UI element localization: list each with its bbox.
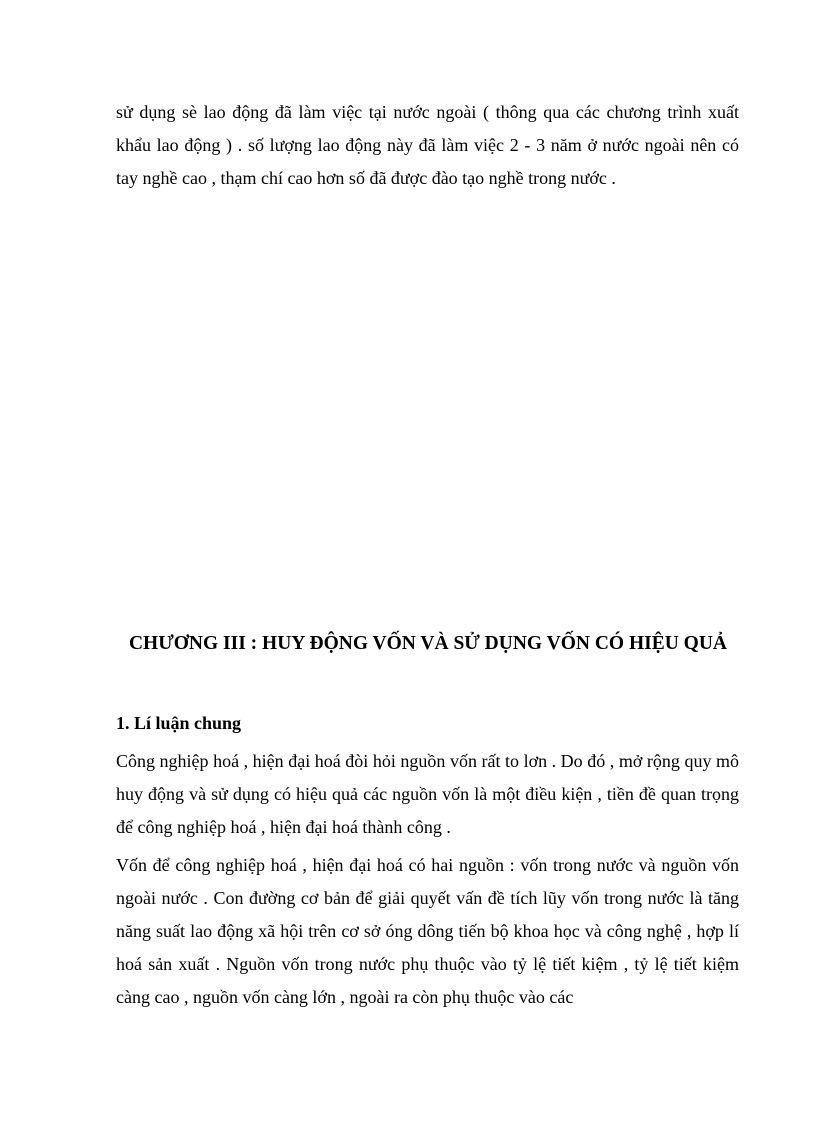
chapter-title: CHƯƠNG III : HUY ĐỘNG VỐN VÀ SỬ DỤNG VỐN CÓ HIỆU QUẢ — [128, 633, 728, 654]
paragraph-capital-sources: Vốn để công nghiệp hoá , hiện đại hoá có hai nguồn : vốn trong nước và nguồn vốn ngoài nước . Con đường cơ bản để giải quyết vấn đề tích lũy vốn trong nước là tăng năng suất lao động xã hội trên cơ sở óng dông tiến bộ khoa học và công nghệ , hợp lí hoá sản xuất . Nguồn vốn trong nước phụ thuộc vào tỷ lệ tiết kiệm , tỷ lệ tiết kiệm càng cao , nguồn vốn càng lớn , ngoài ra còn phụ thuộc vào các — [116, 855, 739, 1007]
section-heading: 1. Lí luận chung — [116, 713, 242, 733]
paragraph-intro: Công nghiệp hoá , hiện đại hoá đòi hỏi nguồn vốn rất to lơn . Do đó , mở rộng quy mô huy động và sử dụng có hiệu quả các nguồn vốn là một điều kiện , tiền đề quan trọng để công nghiệp hoá , hiện đại hoá thành công . — [116, 751, 739, 837]
paragraph-top: sử dụng sè lao động đã làm việc tại nước ngoài ( thông qua các chương trình xuất khẩu lao động ) . số lượng lao động này đã làm việc 2 - 3 năm ở nước ngoài nên có tay nghề cao , thạm chí cao hơn số đã được đào tạo nghề trong nước . — [116, 102, 739, 188]
